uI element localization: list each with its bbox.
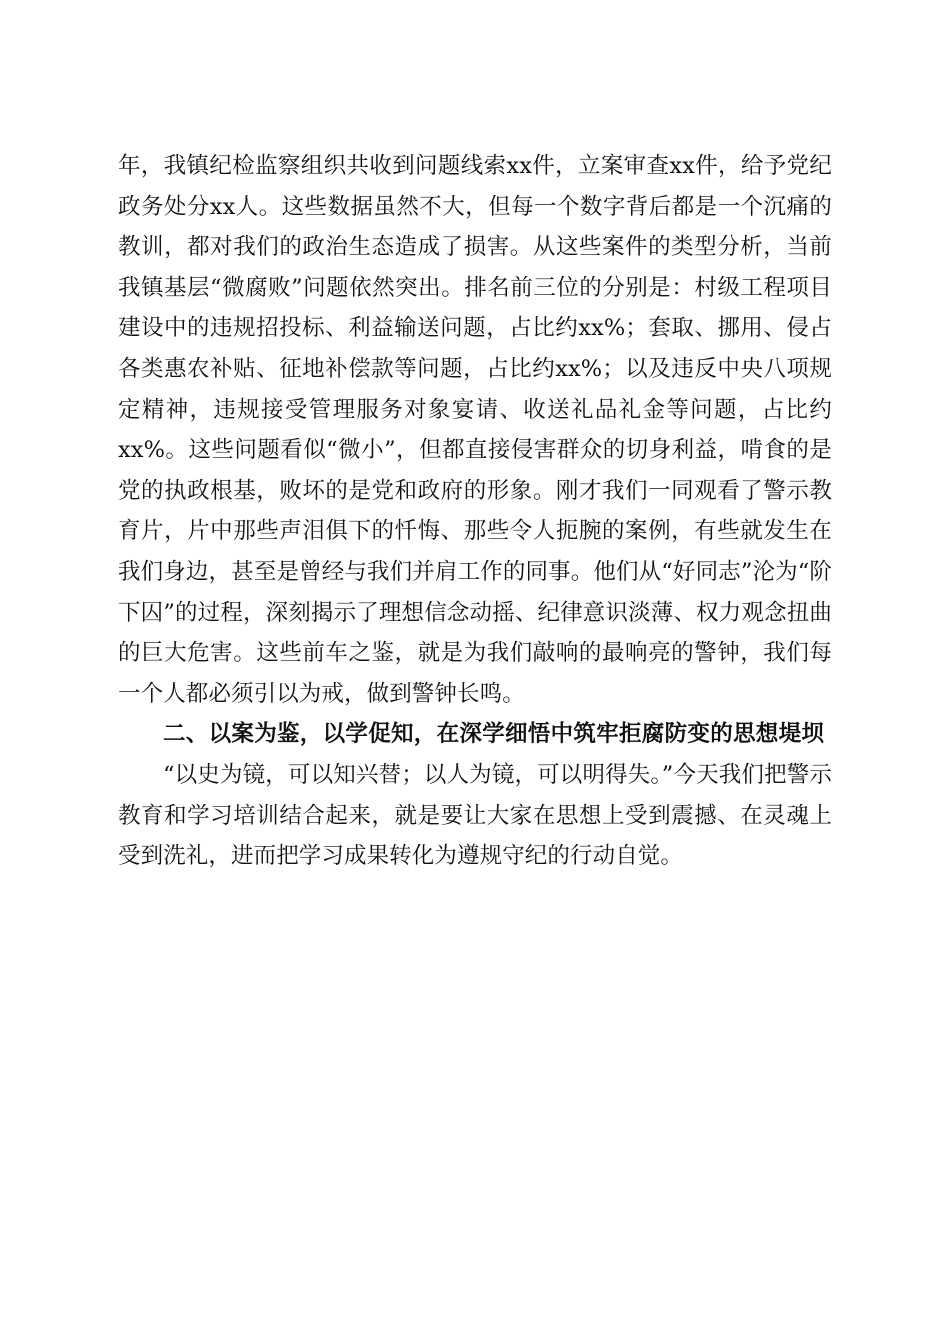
- document-page: [118, 146, 832, 877]
- body-paragraph-2: “以史为镜，可以知兴替；以人为镜，可以明得失。”今天我们把警示教育和学习培训结合起来，就是要让大家在思想上受到震撼、在灵魂上受到洗礼，进而把学习成果转化为遵规守纪的行动自觉。: [118, 761, 832, 870]
- section-heading-2: 二、以案为鉴，以学促知，在深学细悟中筑牢拒腐防变的思想堤坝: [163, 721, 825, 748]
- body-paragraph-1: 年，我镇纪检监察组织共收到问题线索xx件，立案审查xx件，给予党纪政务处分xx人。这些数据虽然不大，但每一个数字背后都是一个沉痛的教训，都对我们的政治生态造成了损害。从这些案件的类型分析，当前我镇基层“微腐败”问题依然突出。排名前三位的分别是：村级工程项目建设中的违规招投标、利益输送问题，占比约xx%；套取、挪用、侵占各类惠农补贴、征地补偿款等问题，占比约xx%；以及违反中央八项规定精神，违规接受管理服务对象宴请、收送礼品礼金等问题，占比约xx%。这些问题看似“微小”，但都直接侵害群众的切身利益，啃食的是党的执政根基，败坏的是党和政府的形象。刚才我们一同观看了警示教育片，片中那些声泪俱下的忏悔、那些令人扼腕的案例，有些就发生在我们身边，甚至是曾经与我们并肩工作的同事。他们从“好同志”沦为“阶下囚”的过程，深刻揭示了理想信念动摇、纪律意识淡薄、权力观念扭曲的巨大危害。这些前车之鉴，就是为我们敲响的最响亮的警钟，我们每一个人都必须引以为戒，做到警钟长鸣。: [118, 153, 832, 707]
